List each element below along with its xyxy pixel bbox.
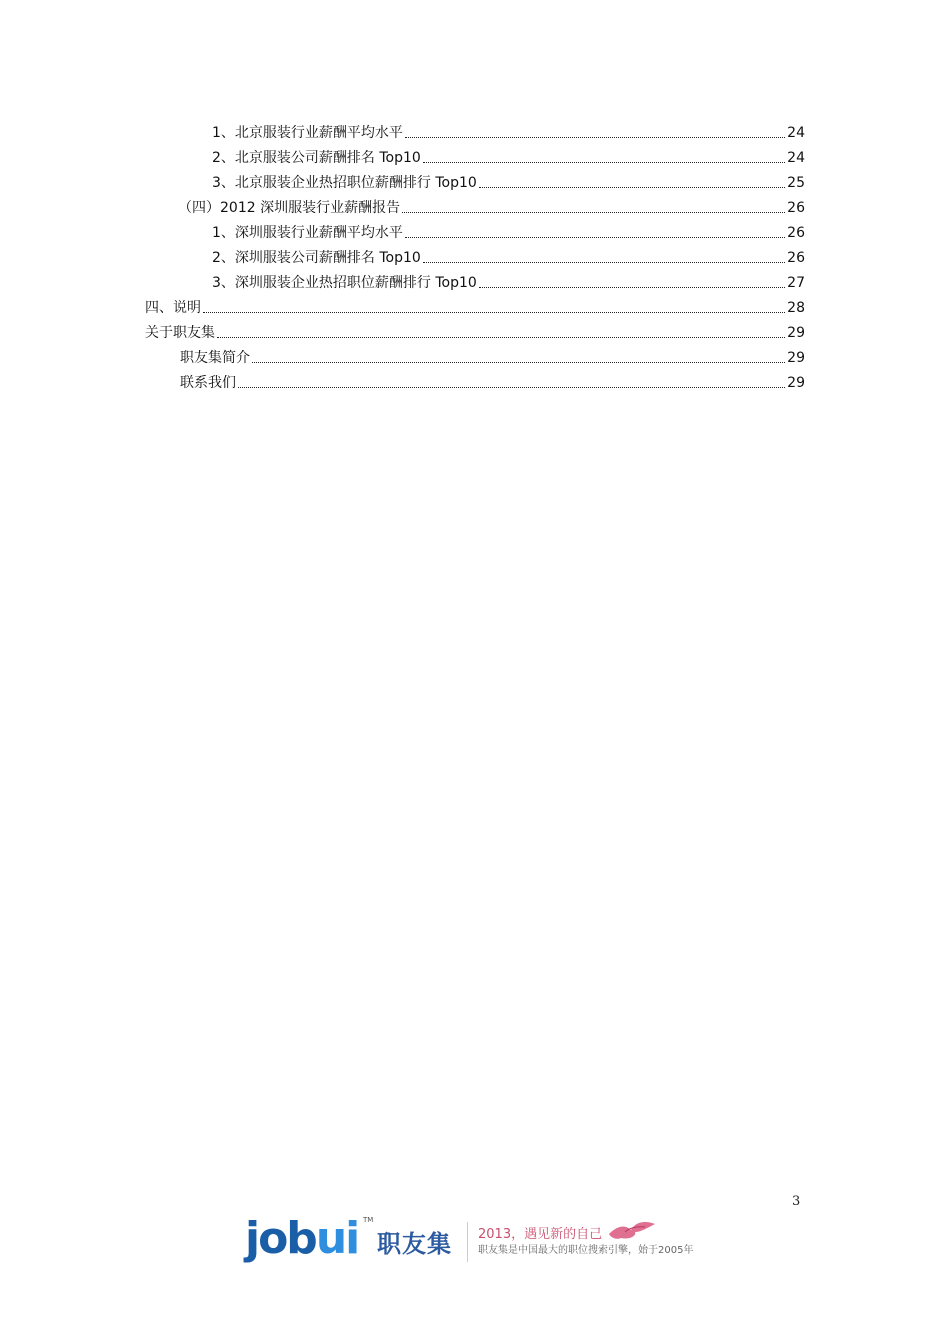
toc-entry-label: 3、北京服装企业热招职位薪酬排行 Top10 (212, 175, 477, 191)
toc-leader-dots (405, 136, 785, 138)
page-number: 3 (792, 1194, 801, 1209)
toc-entry-label: 2、深圳服装公司薪酬排名 Top10 (212, 250, 421, 266)
toc-leader-dots (423, 161, 785, 163)
toc-leader-dots (217, 336, 785, 338)
brand-slogan: 2013，遇见新的自己 (478, 1227, 603, 1242)
toc-entry[interactable] (0, 217, 950, 242)
jobui-logo (245, 1214, 358, 1264)
toc-leader-dots (402, 211, 785, 213)
brand-chinese-name: 职友集 (377, 1230, 452, 1258)
toc-entry-label: 联系我们 (180, 375, 236, 391)
toc-entry-label: （四）2012 深圳服装行业薪酬报告 (178, 200, 401, 216)
toc-entry-page: 26 (787, 250, 805, 266)
trademark-mark: TM (363, 1216, 374, 1224)
toc-entry-page: 29 (787, 350, 805, 366)
toc-entry-label: 1、北京服装行业薪酬平均水平 (212, 125, 403, 141)
toc-entry-label: 1、深圳服装行业薪酬平均水平 (212, 225, 403, 241)
toc-leader-dots (203, 311, 785, 313)
toc-leader-dots (423, 261, 785, 263)
toc-entry[interactable] (0, 242, 950, 267)
toc-leader-dots (238, 386, 785, 388)
toc-leader-dots (479, 186, 785, 188)
toc-entry[interactable] (0, 167, 950, 192)
toc-entry-page: 29 (787, 325, 805, 341)
toc-entry-label: 关于职友集 (145, 325, 215, 341)
toc-leader-dots (252, 361, 785, 363)
toc-entry-label: 3、深圳服装企业热招职位薪酬排行 Top10 (212, 275, 477, 291)
toc-entry-page: 24 (787, 125, 805, 141)
toc-entry-page: 29 (787, 375, 805, 391)
brand-divider (467, 1222, 468, 1262)
toc-entry[interactable] (0, 142, 950, 167)
brand-tagline: 职友集是中国最大的职位搜索引擎，始于2005年 (478, 1245, 694, 1256)
toc-entry-page: 27 (787, 275, 805, 291)
toc-entry[interactable] (0, 317, 950, 342)
toc-leader-dots (479, 286, 785, 288)
toc-entry-page: 26 (787, 200, 805, 216)
toc-entry[interactable] (0, 342, 950, 367)
toc-entry-page: 26 (787, 225, 805, 241)
jobui-logo-part-ui: ui (315, 1213, 359, 1264)
toc-entry-page: 25 (787, 175, 805, 191)
footer-brand-banner (245, 1212, 715, 1272)
table-of-contents (0, 117, 950, 392)
toc-entry[interactable] (0, 367, 950, 392)
toc-leader-dots (405, 236, 785, 238)
toc-entry-label: 四、说明 (145, 300, 201, 316)
toc-entry[interactable] (0, 292, 950, 317)
flower-icon (607, 1218, 659, 1242)
toc-entry-label: 2、北京服装公司薪酬排名 Top10 (212, 150, 421, 166)
toc-entry[interactable] (0, 267, 950, 292)
toc-entry-page: 28 (787, 300, 805, 316)
jobui-logo-part-job: job (245, 1213, 316, 1264)
toc-entry-label: 职友集简介 (180, 350, 250, 366)
toc-entry[interactable] (0, 117, 950, 142)
toc-entry-page: 24 (787, 150, 805, 166)
toc-entry[interactable] (0, 192, 950, 217)
